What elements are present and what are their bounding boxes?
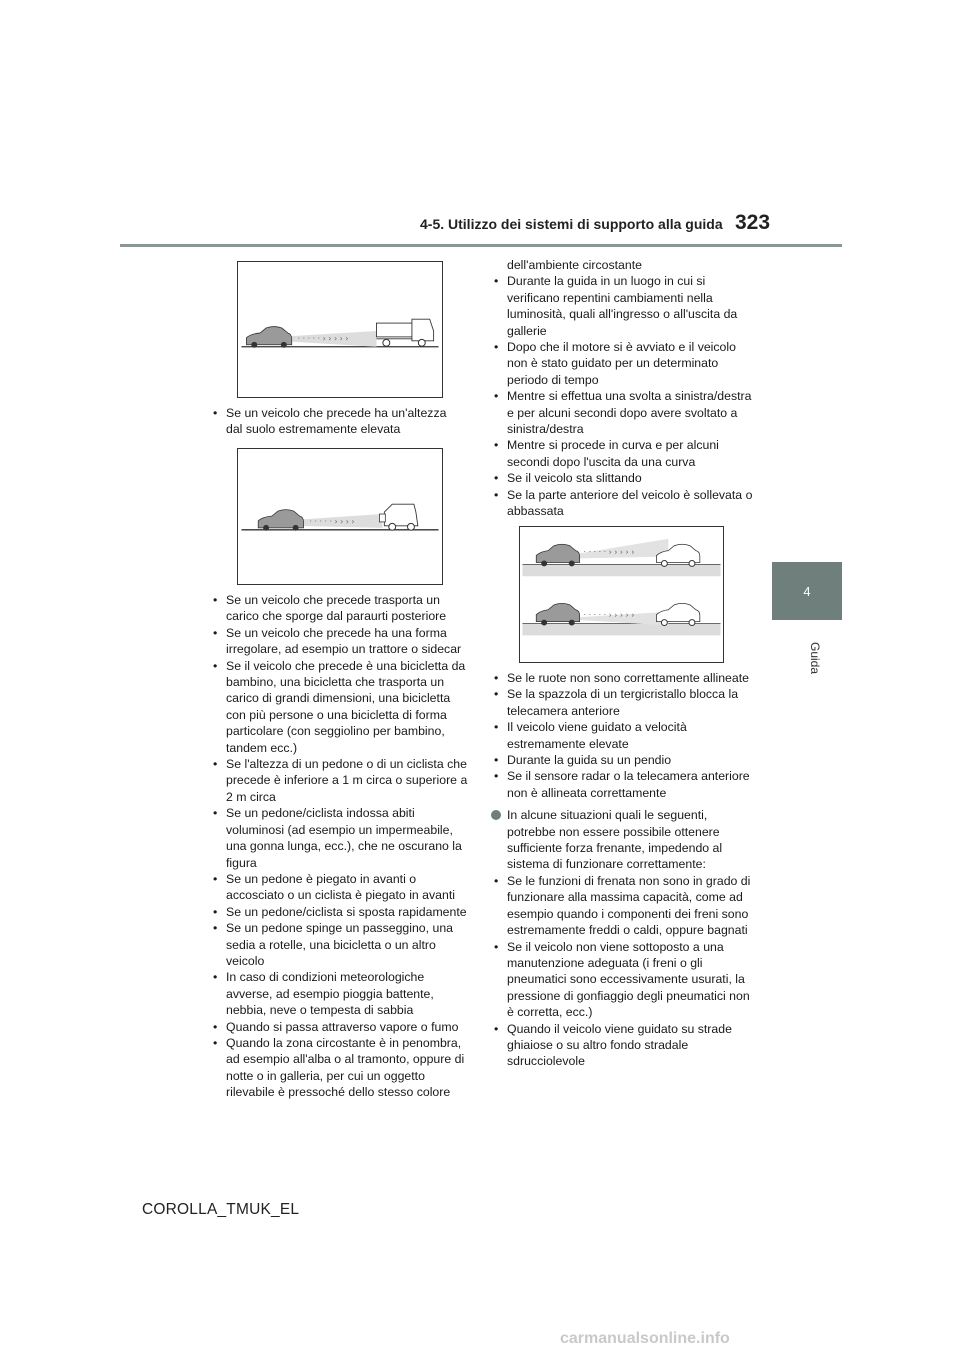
chapter-tab[interactable] [772, 562, 842, 620]
svg-text:· · · · · › › › › ›: · · · · · › › › › › [583, 610, 635, 620]
illustration-suv-rear-load [237, 448, 443, 585]
svg-text:· · · · · › › › › ›: · · · · · › › › › › [297, 333, 349, 343]
list-item: • Se un pedone spinge un passeggino, una sedia a rotelle, una bicicletta o un altro veicolo [209, 920, 471, 969]
list-item: • Se un veicolo che precede ha un'altezza dal suolo estremamente elevata [209, 405, 464, 438]
left-column-list [209, 592, 471, 1101]
note-bullet-icon [491, 810, 501, 820]
chapter-number: 4 [803, 583, 811, 599]
note-intro-text: In alcune situazioni quali le seguenti, potrebbe non essere possibile ottenere sufficiente forza frenante, impedendo al sistema di funzionare correttamente: [507, 808, 723, 872]
list-item-continuation: dell'ambiente circostante [507, 258, 642, 272]
vehicle-pitch-drawing [520, 527, 723, 662]
list-item: • Se un pedone è piegato in avanti o accosciato o un ciclista è piegato in avanti [209, 871, 471, 904]
list-item: • Il veicolo viene guidato a velocità estremamente elevate [490, 719, 758, 752]
list-item: • Se l'altezza di un pedone o di un ciclista che precede è inferiore a 1 m circa o superiore a 2 m circa [209, 756, 471, 805]
list-item: • Durante la guida in un luogo in cui si verificano repentini cambiamenti nella luminosità, quali all'ingresso o all'uscita da gallerie [490, 273, 758, 339]
illustration-vehicle-pitch [519, 526, 724, 663]
section-title: 4-5. Utilizzo dei sistemi di supporto alla guida [420, 216, 723, 232]
list-item: • Se un pedone/ciclista si sposta rapidamente [209, 904, 471, 920]
list-item: • Quando si passa attraverso vapore o fumo [209, 1019, 471, 1035]
list-item: • Dopo che il motore si è avviato e il veicolo non è stato guidato per un determinato periodo di tempo [490, 339, 758, 388]
list-item: • Mentre si effettua una svolta a sinistra/destra e per alcuni secondi dopo avere svoltato a sinistra/destra [490, 388, 758, 437]
list-item: • Se la parte anteriore del veicolo è sollevata o abbassata [490, 487, 758, 520]
illustration-high-clearance-truck [237, 261, 443, 398]
ego-car-icon [246, 327, 291, 348]
header-divider [120, 244, 842, 247]
list-item: • Se il veicolo che precede è una bicicletta da bambino, una bicicletta che trasporta un carico di grandi dimensioni, una bicicletta con più persone o una bicicletta di forma particolare (con seggiolino per bambino, tandem ecc.) [209, 658, 471, 756]
right-column-bottom [490, 670, 758, 1070]
list-item: • Durante la guida su un pendio [490, 752, 758, 768]
right-column-top [490, 257, 758, 520]
chapter-label: Guida [808, 641, 822, 675]
watermark: carmanualsonline.info [560, 1330, 730, 1347]
svg-text:· · · · · › › › ›: · · · · · › › › › [309, 516, 355, 526]
list-item: • Se un veicolo che precede trasporta un carico che sporge dal paraurti posteriore [209, 592, 471, 625]
list-item: • Se un veicolo che precede ha una forma irregolare, ad esempio un trattore o sidecar [209, 625, 471, 658]
list-item: • Mentre si procede in curva e per alcuni secondi dopo l'uscita da una curva [490, 437, 758, 470]
suv-rear-load-drawing [238, 449, 442, 584]
svg-text:· · · · · › › › › ›: · · · · · › › › › › [583, 547, 635, 557]
ego-car-icon-bottom [536, 603, 579, 625]
list-item: • Se la spazzola di un tergicristallo blocca la telecamera anteriore [490, 686, 758, 719]
list-item: • Se il veicolo non viene sottoposto a una manutenzione adeguata (i freni o gli pneumatici sono eccessivamente usurati, la pressione di gonfiaggio degli pneumatici non è corretta, ecc.) [490, 939, 758, 1021]
truck-icon [376, 319, 433, 346]
front-car-icon-bottom [656, 603, 699, 625]
list-item: • Quando il veicolo viene guidato su strade ghiaiose o su altro fondo stradale sdrucciolevole [490, 1021, 758, 1070]
ego-car-icon-top [536, 544, 579, 566]
list-item: • Se le ruote non sono correttamente allineate [490, 670, 758, 686]
left-caption-1 [209, 405, 464, 438]
suv-icon [379, 504, 417, 530]
document-code: COROLLA_TMUK_EL [142, 1201, 300, 1218]
page-number: 323 [735, 211, 771, 234]
list-item: • In caso di condizioni meteorologiche avverse, ad esempio pioggia battente, nebbia, neve o tempesta di sabbia [209, 969, 471, 1018]
note-paragraph [490, 807, 758, 873]
list-item: • Se le funzioni di frenata non sono in grado di funzionare alla massima capacità, come ad esempio quando i componenti dei freni sono estremamente freddi o caldi, oppure bagnati [490, 873, 758, 939]
high-clearance-truck-drawing [238, 262, 442, 397]
ego-car-icon [258, 510, 303, 531]
list-item: • Se un pedone/ciclista indossa abiti voluminosi (ad esempio un impermeabile, una gonna lunga, ecc.), che ne oscurano la figura [209, 805, 471, 871]
list-item: • Se il sensore radar o la telecamera anteriore non è allineata correttamente [490, 768, 758, 801]
list-item: • Quando la zona circostante è in penombra, ad esempio all'alba o al tramonto, oppure di notte o in galleria, per cui un oggetto rilevabile è pressoché dello stesso colore [209, 1035, 471, 1101]
list-item: • Se il veicolo sta slittando [490, 470, 758, 486]
